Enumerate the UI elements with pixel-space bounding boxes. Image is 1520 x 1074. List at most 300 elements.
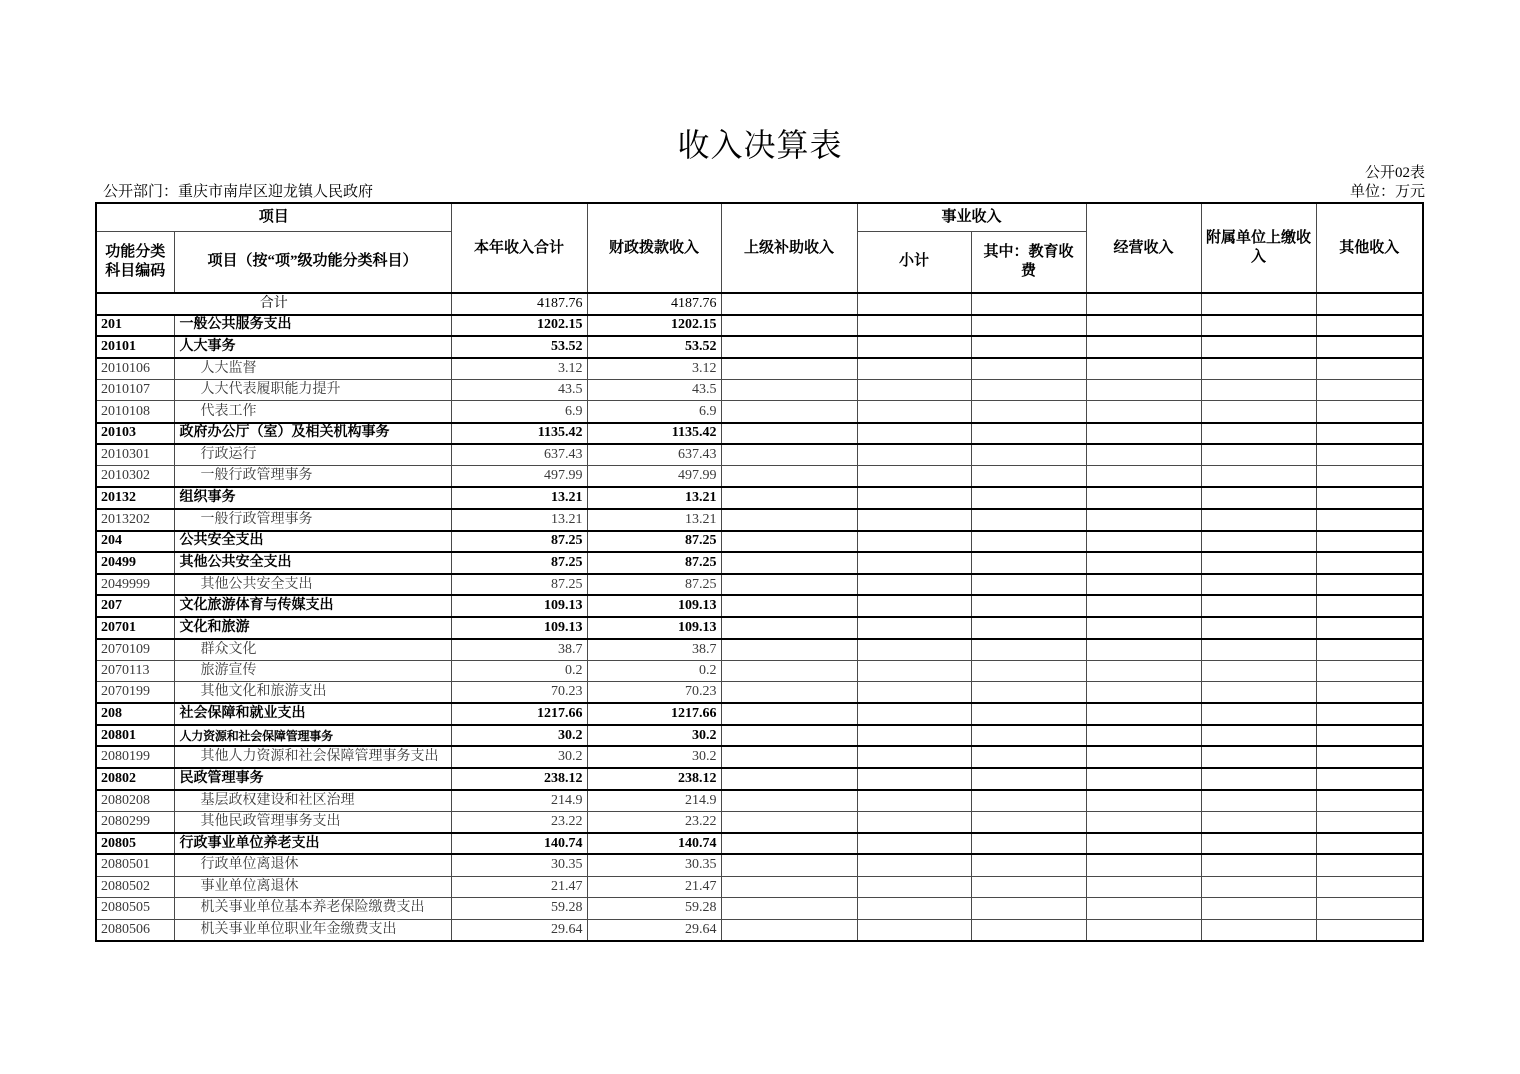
cell-subtotal: [857, 682, 971, 704]
header-row-groups: [96, 203, 1423, 231]
table-row: [96, 790, 1423, 812]
row-code: 2070113: [96, 660, 174, 682]
cell-operating: [1086, 919, 1201, 941]
row-code: 208: [96, 703, 174, 725]
cell-affiliated: [1201, 811, 1316, 833]
cell-fiscal: 70.23: [587, 682, 721, 704]
cell-subtotal: [857, 336, 971, 358]
cell-fiscal: 1135.42: [587, 423, 721, 445]
cell-education: [971, 746, 1086, 768]
row-item: 一般公共服务支出: [174, 315, 451, 337]
cell-affiliated: [1201, 552, 1316, 574]
cell-superior: [721, 660, 857, 682]
cell-affiliated: [1201, 358, 1316, 380]
cell-other: [1316, 725, 1423, 747]
cell-fiscal: 140.74: [587, 833, 721, 855]
cell-affiliated: [1201, 898, 1316, 920]
cell-education: [971, 293, 1086, 315]
cell-total: 29.64: [451, 919, 587, 941]
row-code: 201: [96, 315, 174, 337]
cell-operating: [1086, 617, 1201, 639]
cell-affiliated: [1201, 487, 1316, 509]
cell-superior: [721, 790, 857, 812]
cell-operating: [1086, 509, 1201, 531]
revenue-table-header: [96, 203, 1423, 293]
cell-education: [971, 358, 1086, 380]
cell-total: 23.22: [451, 811, 587, 833]
table-row: [96, 617, 1423, 639]
cell-education: [971, 336, 1086, 358]
row-item: 政府办公厅（室）及相关机构事务: [174, 423, 451, 445]
cell-fiscal: 30.2: [587, 725, 721, 747]
cell-education: [971, 725, 1086, 747]
cell-superior: [721, 682, 857, 704]
cell-affiliated: [1201, 379, 1316, 401]
cell-affiliated: [1201, 531, 1316, 553]
cell-subtotal: [857, 876, 971, 898]
cell-operating: [1086, 487, 1201, 509]
table-row: [96, 768, 1423, 790]
cell-operating: [1086, 552, 1201, 574]
cell-operating: [1086, 833, 1201, 855]
cell-superior: [721, 768, 857, 790]
row-item: 一般行政管理事务: [174, 466, 451, 488]
col-total: 本年收入合计: [451, 203, 587, 293]
cell-operating: [1086, 531, 1201, 553]
cell-operating: [1086, 336, 1201, 358]
cell-education: [971, 423, 1086, 445]
cell-affiliated: [1201, 293, 1316, 315]
cell-fiscal: 21.47: [587, 876, 721, 898]
row-code: 2080199: [96, 746, 174, 768]
row-item: 一般行政管理事务: [174, 509, 451, 531]
cell-superior: [721, 595, 857, 617]
cell-superior: [721, 423, 857, 445]
cell-affiliated: [1201, 509, 1316, 531]
cell-fiscal: 238.12: [587, 768, 721, 790]
cell-fiscal: 53.52: [587, 336, 721, 358]
cell-total: 87.25: [451, 552, 587, 574]
cell-other: [1316, 682, 1423, 704]
row-item: 群众文化: [174, 639, 451, 661]
cell-subtotal: [857, 617, 971, 639]
cell-subtotal: [857, 595, 971, 617]
cell-superior: [721, 854, 857, 876]
cell-fiscal: 43.5: [587, 379, 721, 401]
row-code: 2080208: [96, 790, 174, 812]
table-row: [96, 876, 1423, 898]
cell-other: [1316, 639, 1423, 661]
cell-operating: [1086, 293, 1201, 315]
cell-fiscal: 30.35: [587, 854, 721, 876]
cell-superior: [721, 379, 857, 401]
cell-fiscal: 59.28: [587, 898, 721, 920]
col-code: 功能分类科目编码: [96, 231, 174, 293]
cell-subtotal: [857, 444, 971, 466]
cell-superior: [721, 703, 857, 725]
cell-affiliated: [1201, 790, 1316, 812]
row-code: 2010107: [96, 379, 174, 401]
cell-other: [1316, 703, 1423, 725]
cell-other: [1316, 617, 1423, 639]
cell-other: [1316, 401, 1423, 423]
cell-other: [1316, 423, 1423, 445]
table-row: [96, 574, 1423, 596]
cell-affiliated: [1201, 466, 1316, 488]
cell-total: 13.21: [451, 509, 587, 531]
table-row: [96, 811, 1423, 833]
cell-total: 43.5: [451, 379, 587, 401]
cell-total: 30.35: [451, 854, 587, 876]
cell-other: [1316, 898, 1423, 920]
table-row: [96, 919, 1423, 941]
cell-superior: [721, 617, 857, 639]
cell-other: [1316, 552, 1423, 574]
cell-total: 109.13: [451, 595, 587, 617]
cell-affiliated: [1201, 833, 1316, 855]
cell-subtotal: [857, 466, 971, 488]
cell-subtotal: [857, 315, 971, 337]
cell-superior: [721, 531, 857, 553]
cell-other: [1316, 336, 1423, 358]
cell-subtotal: [857, 811, 971, 833]
table-row: [96, 854, 1423, 876]
cell-affiliated: [1201, 746, 1316, 768]
cell-fiscal: 87.25: [587, 552, 721, 574]
cell-affiliated: [1201, 595, 1316, 617]
row-item: 机关事业单位基本养老保险缴费支出: [174, 898, 451, 920]
cell-other: [1316, 574, 1423, 596]
cell-superior: [721, 466, 857, 488]
cell-education: [971, 854, 1086, 876]
cell-fiscal: 1217.66: [587, 703, 721, 725]
table-row: [96, 746, 1423, 768]
row-item: 其他公共安全支出: [174, 552, 451, 574]
cell-education: [971, 660, 1086, 682]
cell-operating: [1086, 660, 1201, 682]
cell-education: [971, 639, 1086, 661]
cell-operating: [1086, 379, 1201, 401]
cell-affiliated: [1201, 336, 1316, 358]
cell-subtotal: [857, 379, 971, 401]
cell-superior: [721, 919, 857, 941]
cell-subtotal: [857, 768, 971, 790]
table-row: [96, 509, 1423, 531]
cell-fiscal: 214.9: [587, 790, 721, 812]
table-row: [96, 336, 1423, 358]
cell-operating: [1086, 746, 1201, 768]
table-row: [96, 725, 1423, 747]
cell-fiscal: 23.22: [587, 811, 721, 833]
cell-subtotal: [857, 531, 971, 553]
row-code: 2049999: [96, 574, 174, 596]
col-group-business: 事业收入: [857, 203, 1086, 231]
cell-subtotal: [857, 746, 971, 768]
table-row: [96, 531, 1423, 553]
table-row: [96, 466, 1423, 488]
revenue-table: [95, 202, 1424, 942]
cell-other: [1316, 854, 1423, 876]
cell-superior: [721, 811, 857, 833]
cell-superior: [721, 401, 857, 423]
cell-fiscal: 30.2: [587, 746, 721, 768]
cell-other: [1316, 487, 1423, 509]
cell-operating: [1086, 854, 1201, 876]
table-row: [96, 358, 1423, 380]
cell-subtotal: [857, 401, 971, 423]
cell-other: [1316, 379, 1423, 401]
cell-education: [971, 595, 1086, 617]
cell-fiscal: 497.99: [587, 466, 721, 488]
cell-other: [1316, 315, 1423, 337]
col-affiliated: 附属单位上缴收入: [1201, 203, 1316, 293]
cell-other: [1316, 531, 1423, 553]
col-superior: 上级补助收入: [721, 203, 857, 293]
cell-subtotal: [857, 639, 971, 661]
row-code: 2080501: [96, 854, 174, 876]
cell-education: [971, 898, 1086, 920]
cell-superior: [721, 898, 857, 920]
row-item: 民政管理事务: [174, 768, 451, 790]
cell-total: 4187.76: [451, 293, 587, 315]
cell-total: 87.25: [451, 574, 587, 596]
cell-education: [971, 876, 1086, 898]
row-total-label: 合计: [96, 293, 451, 315]
cell-fiscal: 13.21: [587, 487, 721, 509]
cell-total: 87.25: [451, 531, 587, 553]
cell-other: [1316, 595, 1423, 617]
row-code: 20132: [96, 487, 174, 509]
cell-education: [971, 617, 1086, 639]
cell-superior: [721, 293, 857, 315]
row-code: 207: [96, 595, 174, 617]
cell-total: 6.9: [451, 401, 587, 423]
cell-superior: [721, 876, 857, 898]
table-row: [96, 423, 1423, 445]
cell-other: [1316, 358, 1423, 380]
cell-operating: [1086, 790, 1201, 812]
cell-fiscal: 13.21: [587, 509, 721, 531]
row-code: 2070109: [96, 639, 174, 661]
row-code: 20499: [96, 552, 174, 574]
row-code: 2080502: [96, 876, 174, 898]
cell-total: 109.13: [451, 617, 587, 639]
table-row: [96, 660, 1423, 682]
cell-education: [971, 811, 1086, 833]
table-code-label: 公开02表: [1364, 165, 1425, 181]
cell-operating: [1086, 595, 1201, 617]
cell-affiliated: [1201, 854, 1316, 876]
cell-superior: [721, 487, 857, 509]
col-subtotal: 小计: [857, 231, 971, 293]
cell-affiliated: [1201, 660, 1316, 682]
cell-fiscal: 38.7: [587, 639, 721, 661]
row-code: 20802: [96, 768, 174, 790]
cell-total: 1202.15: [451, 315, 587, 337]
cell-fiscal: 1202.15: [587, 315, 721, 337]
cell-affiliated: [1201, 768, 1316, 790]
cell-total: 21.47: [451, 876, 587, 898]
col-other: 其他收入: [1316, 203, 1423, 293]
table-row: [96, 703, 1423, 725]
cell-education: [971, 315, 1086, 337]
table-row: [96, 898, 1423, 920]
row-item: 文化旅游体育与传媒支出: [174, 595, 451, 617]
col-fiscal: 财政拨款收入: [587, 203, 721, 293]
cell-superior: [721, 336, 857, 358]
cell-total: 30.2: [451, 725, 587, 747]
row-code: 2010106: [96, 358, 174, 380]
row-item: 其他人力资源和社会保障管理事务支出: [174, 746, 451, 768]
row-item: 人大监督: [174, 358, 451, 380]
cell-subtotal: [857, 552, 971, 574]
row-item: 基层政权建设和社区治理: [174, 790, 451, 812]
cell-operating: [1086, 876, 1201, 898]
col-group-project: 项目: [96, 203, 451, 231]
cell-total: 1217.66: [451, 703, 587, 725]
cell-fiscal: 109.13: [587, 617, 721, 639]
cell-operating: [1086, 315, 1201, 337]
cell-operating: [1086, 423, 1201, 445]
cell-education: [971, 531, 1086, 553]
unit-label: 单位：万元: [1349, 184, 1425, 200]
row-item: 组织事务: [174, 487, 451, 509]
row-code: 20805: [96, 833, 174, 855]
cell-education: [971, 574, 1086, 596]
cell-education: [971, 401, 1086, 423]
row-code: 204: [96, 531, 174, 553]
col-operating: 经营收入: [1086, 203, 1201, 293]
cell-total: 13.21: [451, 487, 587, 509]
cell-affiliated: [1201, 315, 1316, 337]
cell-subtotal: [857, 293, 971, 315]
row-item: 旅游宣传: [174, 660, 451, 682]
cell-other: [1316, 768, 1423, 790]
cell-fiscal: 4187.76: [587, 293, 721, 315]
revenue-table-body: [96, 293, 1423, 941]
cell-operating: [1086, 444, 1201, 466]
cell-education: [971, 552, 1086, 574]
cell-education: [971, 682, 1086, 704]
cell-total: 1135.42: [451, 423, 587, 445]
cell-education: [971, 768, 1086, 790]
row-code: 2010302: [96, 466, 174, 488]
cell-affiliated: [1201, 876, 1316, 898]
row-item: 事业单位离退休: [174, 876, 451, 898]
cell-affiliated: [1201, 703, 1316, 725]
cell-fiscal: 0.2: [587, 660, 721, 682]
cell-other: [1316, 293, 1423, 315]
cell-operating: [1086, 811, 1201, 833]
cell-superior: [721, 358, 857, 380]
cell-education: [971, 509, 1086, 531]
cell-superior: [721, 552, 857, 574]
row-code: 20103: [96, 423, 174, 445]
cell-other: [1316, 790, 1423, 812]
cell-education: [971, 833, 1086, 855]
cell-total: 53.52: [451, 336, 587, 358]
cell-other: [1316, 660, 1423, 682]
cell-affiliated: [1201, 574, 1316, 596]
cell-total: 59.28: [451, 898, 587, 920]
cell-subtotal: [857, 358, 971, 380]
row-item: 其他文化和旅游支出: [174, 682, 451, 704]
row-code: 2080505: [96, 898, 174, 920]
row-item: 人力资源和社会保障管理事务: [174, 725, 451, 747]
cell-affiliated: [1201, 919, 1316, 941]
cell-superior: [721, 746, 857, 768]
cell-total: 30.2: [451, 746, 587, 768]
row-item: 行政运行: [174, 444, 451, 466]
table-row: [96, 401, 1423, 423]
cell-education: [971, 703, 1086, 725]
cell-subtotal: [857, 919, 971, 941]
cell-affiliated: [1201, 639, 1316, 661]
cell-affiliated: [1201, 725, 1316, 747]
cell-superior: [721, 315, 857, 337]
row-item: 公共安全支出: [174, 531, 451, 553]
cell-fiscal: 109.13: [587, 595, 721, 617]
cell-operating: [1086, 898, 1201, 920]
cell-other: [1316, 919, 1423, 941]
table-row: [96, 682, 1423, 704]
row-code: 2013202: [96, 509, 174, 531]
cell-subtotal: [857, 854, 971, 876]
row-code: 20101: [96, 336, 174, 358]
department-label: 公开部门：重庆市南岸区迎龙镇人民政府: [103, 184, 374, 200]
cell-superior: [721, 574, 857, 596]
cell-subtotal: [857, 898, 971, 920]
cell-other: [1316, 876, 1423, 898]
cell-operating: [1086, 574, 1201, 596]
cell-operating: [1086, 358, 1201, 380]
table-row: [96, 379, 1423, 401]
cell-other: [1316, 466, 1423, 488]
table-row: [96, 595, 1423, 617]
cell-education: [971, 487, 1086, 509]
row-item: 人大代表履职能力提升: [174, 379, 451, 401]
cell-fiscal: 87.25: [587, 574, 721, 596]
table-row: [96, 444, 1423, 466]
row-item: 行政单位离退休: [174, 854, 451, 876]
cell-education: [971, 919, 1086, 941]
row-item: 人大事务: [174, 336, 451, 358]
cell-fiscal: 87.25: [587, 531, 721, 553]
cell-total: 0.2: [451, 660, 587, 682]
cell-fiscal: 637.43: [587, 444, 721, 466]
cell-operating: [1086, 639, 1201, 661]
cell-subtotal: [857, 703, 971, 725]
cell-operating: [1086, 725, 1201, 747]
cell-total: 38.7: [451, 639, 587, 661]
cell-fiscal: 6.9: [587, 401, 721, 423]
cell-total: 238.12: [451, 768, 587, 790]
cell-superior: [721, 444, 857, 466]
cell-operating: [1086, 401, 1201, 423]
cell-affiliated: [1201, 401, 1316, 423]
meta-row: [95, 182, 1425, 202]
row-item: 社会保障和就业支出: [174, 703, 451, 725]
cell-fiscal: 3.12: [587, 358, 721, 380]
cell-operating: [1086, 682, 1201, 704]
table-row: [96, 487, 1423, 509]
cell-subtotal: [857, 660, 971, 682]
table-row: [96, 315, 1423, 337]
cell-other: [1316, 833, 1423, 855]
cell-total: 3.12: [451, 358, 587, 380]
cell-affiliated: [1201, 423, 1316, 445]
table-row: [96, 833, 1423, 855]
